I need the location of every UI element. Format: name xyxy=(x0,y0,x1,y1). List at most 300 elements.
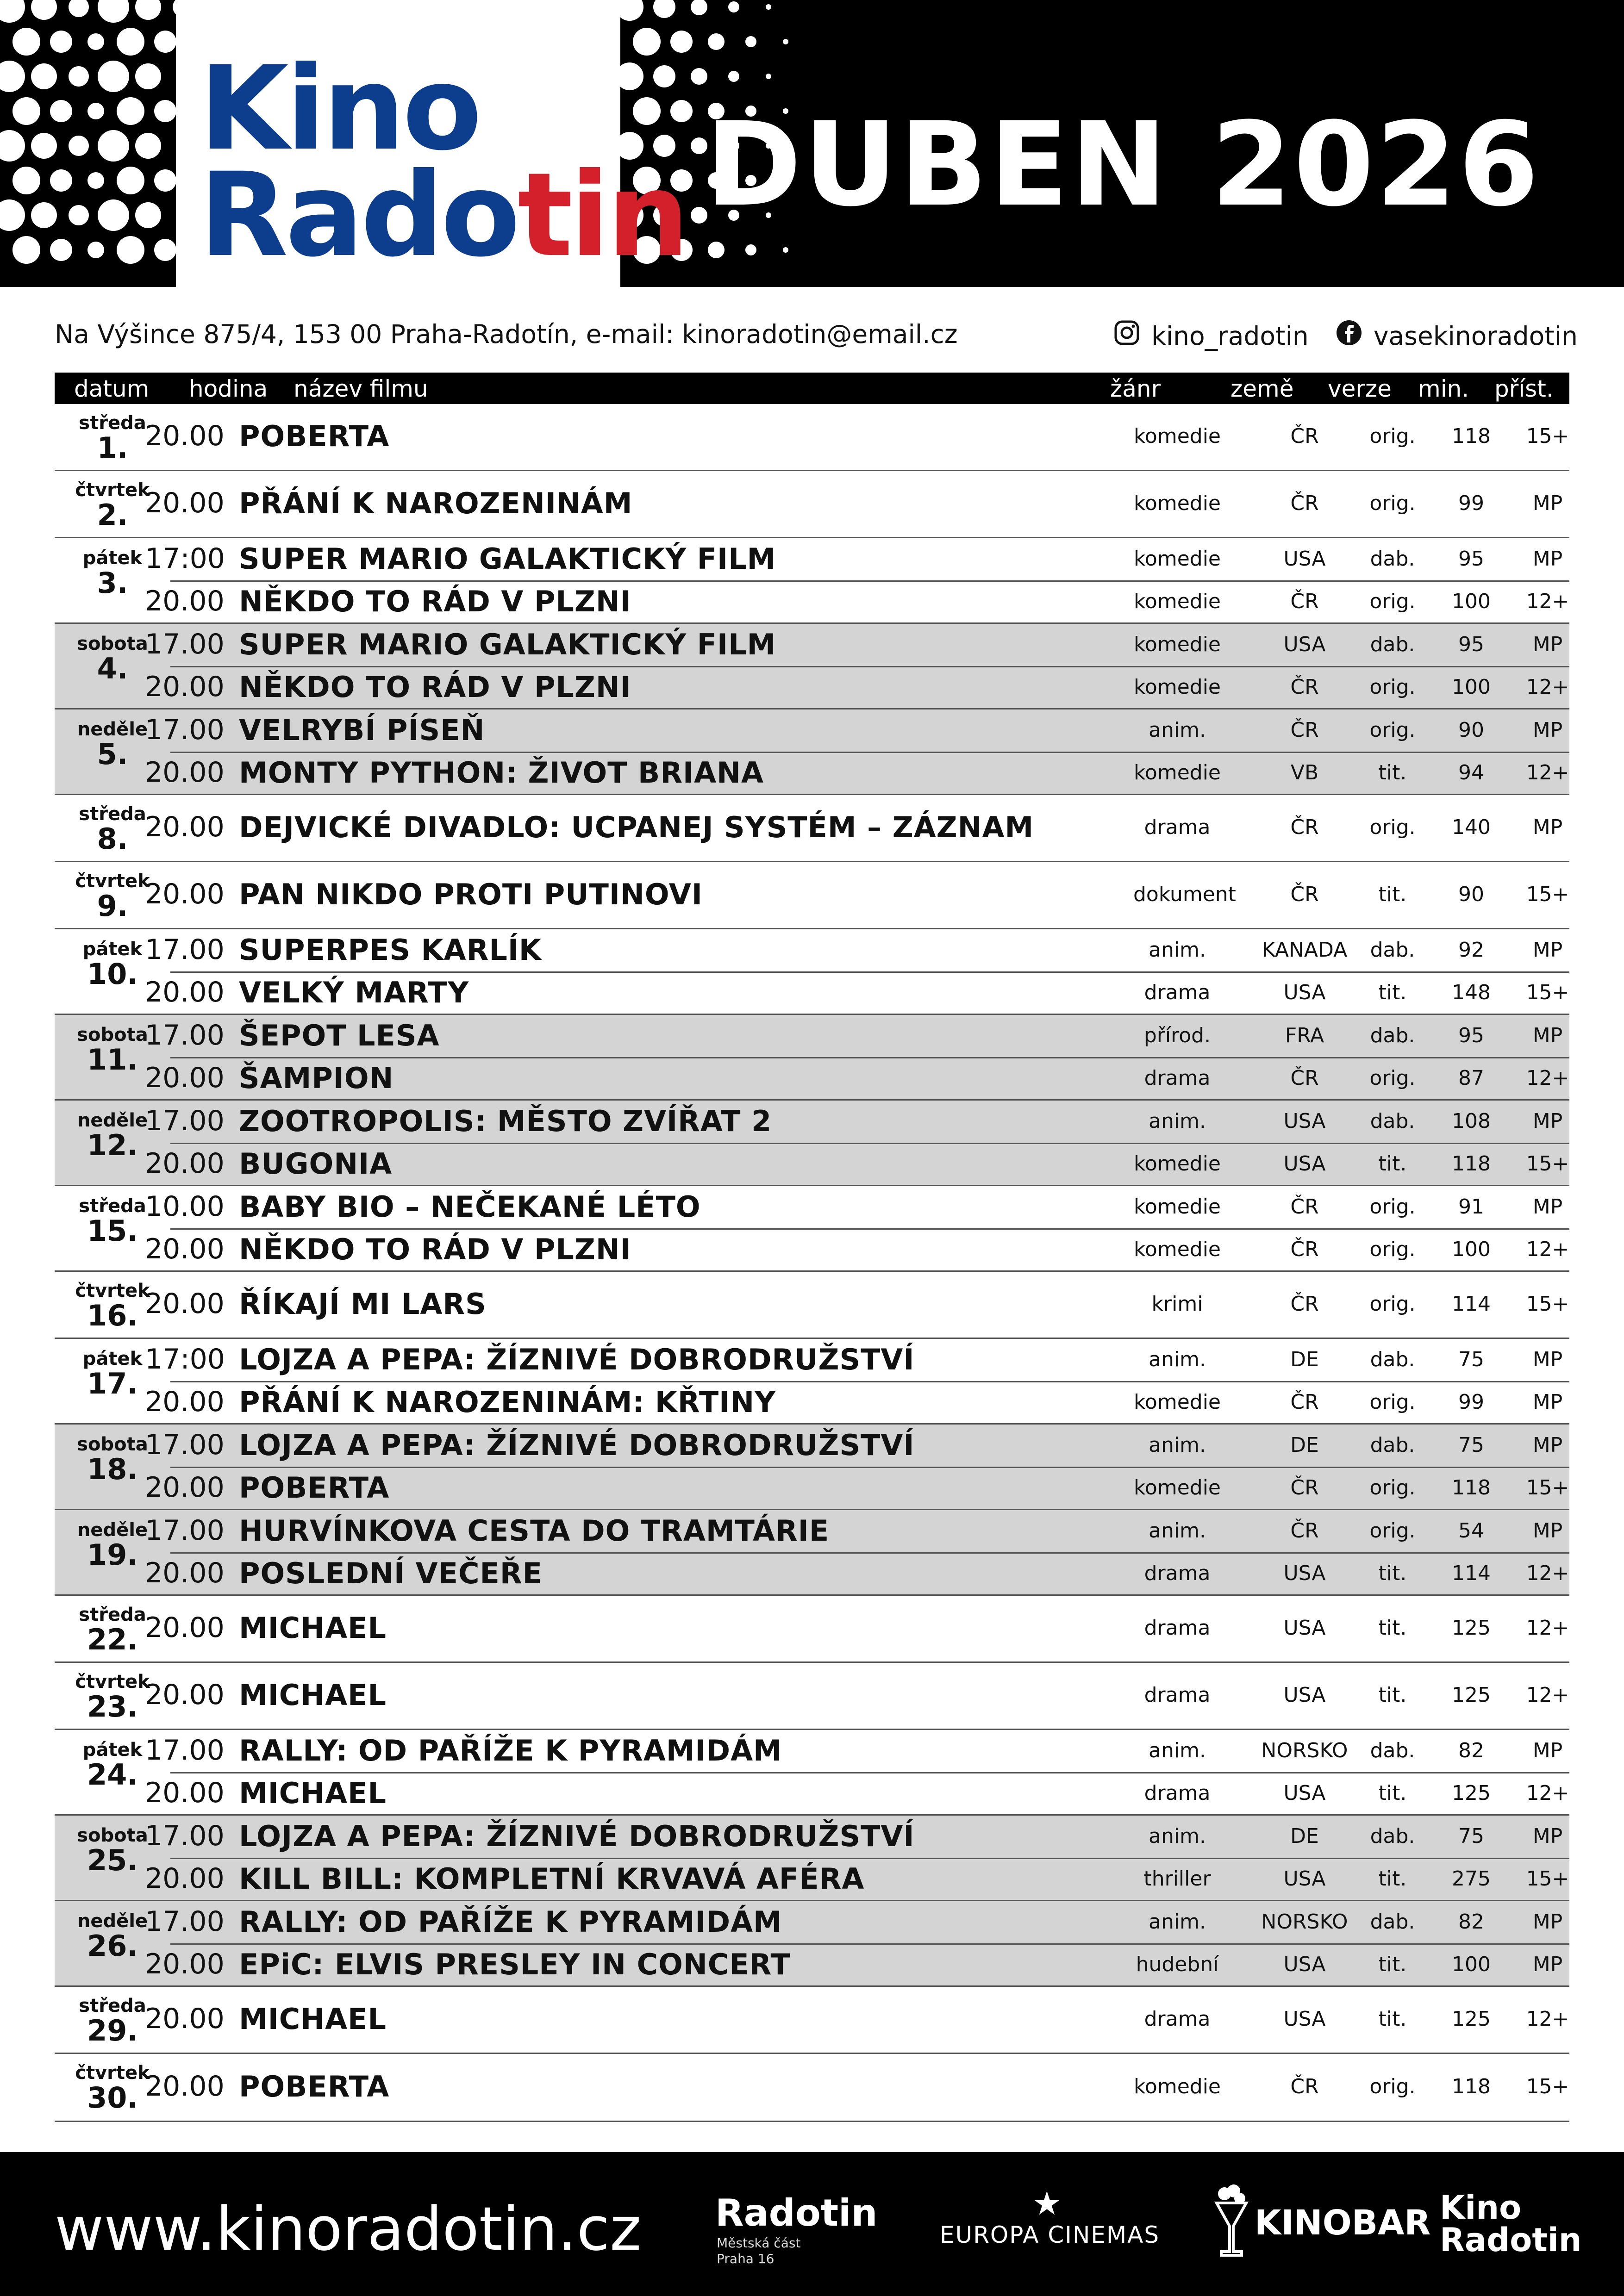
film-country: ČR xyxy=(1290,1518,1319,1543)
film-version: orig. xyxy=(1369,589,1416,613)
day-number: 2. xyxy=(97,498,128,532)
day-block xyxy=(55,1730,1569,1816)
film-version: orig. xyxy=(1369,2074,1416,2098)
pattern-dot xyxy=(31,202,57,228)
pattern-dot xyxy=(745,244,756,255)
day-number: 30. xyxy=(87,2081,138,2115)
pattern-dot xyxy=(783,247,788,253)
website-link[interactable]: www.kinoradotin.cz xyxy=(55,2194,642,2264)
film-age-rating: MP xyxy=(1532,491,1563,515)
film-title: SUPER MARIO GALAKTICKÝ FILM xyxy=(239,627,776,661)
day-number: 5. xyxy=(97,737,128,771)
screening-row xyxy=(145,752,1569,794)
pattern-dot xyxy=(69,66,89,87)
film-country: USA xyxy=(1283,980,1326,1004)
pattern-dot xyxy=(691,137,707,154)
film-title: MICHAEL xyxy=(239,1678,387,1712)
screening-time: 17.00 xyxy=(145,1819,225,1852)
film-title: DEJVICKÉ DIVADLO: UCPANEJ SYSTÉM – ZÁZNAM xyxy=(239,810,1034,844)
film-age-rating: MP xyxy=(1532,815,1563,839)
film-country: NORSKO xyxy=(1261,1910,1348,1934)
kino-radotin-logo xyxy=(199,41,687,282)
film-age-rating: MP xyxy=(1532,1433,1563,1457)
screening-row xyxy=(145,971,1569,1014)
film-genre: komedie xyxy=(1134,547,1221,571)
film-length: 140 xyxy=(1452,815,1491,839)
film-length: 118 xyxy=(1452,424,1491,448)
pattern-dot xyxy=(87,103,104,119)
film-length: 75 xyxy=(1458,1824,1484,1848)
film-age-rating: 15+ xyxy=(1526,2074,1569,2098)
pattern-dot xyxy=(0,61,25,92)
film-genre: komedie xyxy=(1134,632,1221,656)
film-version: orig. xyxy=(1369,1066,1416,1090)
film-title: POBERTA xyxy=(239,419,390,453)
col-zeme: země xyxy=(1230,375,1294,402)
footer-logo-line1: Kino xyxy=(1440,2189,1522,2227)
film-age-rating: MP xyxy=(1532,1347,1563,1371)
screening-row xyxy=(145,580,1569,622)
pattern-dot xyxy=(708,33,725,50)
logo-line-radotin xyxy=(199,148,687,282)
film-country: ČR xyxy=(1290,1195,1319,1219)
screening-row xyxy=(145,538,1569,580)
film-genre: anim. xyxy=(1149,1910,1206,1934)
film-version: tit. xyxy=(1378,1952,1407,1976)
film-title: PAN NIKDO PROTI PUTINOVI xyxy=(239,877,703,911)
screening-row xyxy=(145,624,1569,666)
screening-time: 20.00 xyxy=(145,1948,225,1980)
screening-row xyxy=(145,1186,1569,1228)
day-number: 1. xyxy=(97,431,128,465)
screening-time: 20.00 xyxy=(145,976,225,1008)
day-number: 23. xyxy=(87,1690,138,1724)
screening-time: 20.00 xyxy=(145,810,225,843)
film-genre: hudební xyxy=(1136,1952,1219,1976)
pattern-dot xyxy=(766,74,771,79)
screening-time: 20.00 xyxy=(145,756,225,789)
film-title: RALLY: OD PAŘÍŽE K PYRAMIDÁM xyxy=(239,1733,782,1767)
screening-row xyxy=(145,1772,1569,1814)
day-block xyxy=(55,1987,1569,2054)
day-block xyxy=(55,1425,1569,1510)
film-genre: anim. xyxy=(1149,1347,1206,1371)
pattern-dot xyxy=(653,0,675,18)
film-length: 90 xyxy=(1458,882,1484,906)
screening-time: 17:00 xyxy=(145,1343,225,1375)
screening-time: 10.00 xyxy=(145,1190,225,1223)
instagram-icon xyxy=(1113,319,1140,352)
screening-row xyxy=(145,2054,1569,2121)
film-length: 75 xyxy=(1458,1347,1484,1371)
pattern-dot xyxy=(98,199,129,231)
film-country: VB xyxy=(1290,760,1319,784)
film-version: dab. xyxy=(1370,1347,1415,1371)
pattern-dot xyxy=(12,167,40,194)
film-length: 118 xyxy=(1452,1475,1491,1500)
film-length: 90 xyxy=(1458,718,1484,742)
film-genre: anim. xyxy=(1149,1738,1206,1762)
pattern-dot xyxy=(12,97,40,125)
film-genre: komedie xyxy=(1134,1390,1221,1414)
film-title: MICHAEL xyxy=(239,2002,387,2036)
day-block xyxy=(55,624,1569,709)
film-title: LOJZA A PEPA: ŽÍZNIVÉ DOBRODRUŽSTVÍ xyxy=(239,1342,915,1376)
film-age-rating: 15+ xyxy=(1526,424,1569,448)
pattern-dot xyxy=(728,1,739,12)
film-genre: komedie xyxy=(1134,1475,1221,1500)
screening-row xyxy=(145,1143,1569,1185)
screening-time: 20.00 xyxy=(145,1678,225,1711)
screening-row xyxy=(145,1730,1569,1772)
day-weekday: sobota xyxy=(77,633,148,654)
day-block xyxy=(55,929,1569,1015)
pattern-dot xyxy=(691,207,707,224)
film-length: 95 xyxy=(1458,632,1484,656)
col-verze: verze xyxy=(1328,375,1392,402)
film-title: MICHAEL xyxy=(239,1776,387,1810)
pattern-dot xyxy=(135,202,161,228)
film-version: tit. xyxy=(1378,2007,1407,2031)
pattern-dot xyxy=(783,39,788,44)
pattern-dot xyxy=(154,100,176,122)
screening-time: 17.00 xyxy=(145,713,225,746)
film-length: 100 xyxy=(1452,675,1491,699)
logo-radotin-part-b: tin xyxy=(517,148,687,282)
film-title: NĚKDO TO RÁD V PLZNI xyxy=(239,670,631,704)
film-title: ŠAMPION xyxy=(239,1061,394,1095)
film-length: 95 xyxy=(1458,1023,1484,1047)
screening-time: 17:00 xyxy=(145,542,225,575)
col-hodina: hodina xyxy=(189,375,268,402)
facebook-link[interactable] xyxy=(1336,319,1578,352)
screening-time: 20.00 xyxy=(145,1287,225,1320)
pattern-dot xyxy=(0,130,25,162)
film-genre: komedie xyxy=(1134,2074,1221,2098)
film-length: 87 xyxy=(1458,1066,1484,1090)
day-block xyxy=(55,1901,1569,1987)
film-length: 95 xyxy=(1458,547,1484,571)
film-title: SUPER MARIO GALAKTICKÝ FILM xyxy=(239,541,776,576)
film-country: ČR xyxy=(1290,675,1319,699)
screening-row xyxy=(145,862,1569,928)
film-length: 275 xyxy=(1452,1867,1491,1891)
film-age-rating: MP xyxy=(1532,1910,1563,1934)
film-genre: anim. xyxy=(1149,1433,1206,1457)
pattern-dot xyxy=(728,71,739,82)
film-age-rating: 15+ xyxy=(1526,1292,1569,1316)
screening-row xyxy=(145,709,1569,752)
day-weekday: středa xyxy=(79,1195,146,1217)
film-length: 91 xyxy=(1458,1195,1484,1219)
month-title: DUBEN 2026 xyxy=(706,97,1541,232)
pattern-dot xyxy=(87,242,104,258)
film-age-rating: MP xyxy=(1532,632,1563,656)
film-age-rating: 15+ xyxy=(1526,882,1569,906)
film-age-rating: 12+ xyxy=(1526,675,1569,699)
day-block xyxy=(55,471,1569,538)
pattern-dot xyxy=(670,31,693,53)
film-version: orig. xyxy=(1369,424,1416,448)
day-number: 3. xyxy=(97,566,128,600)
film-title: PŘÁNÍ K NAROZENINÁM: KŘTINY xyxy=(239,1385,776,1419)
pattern-dot xyxy=(50,100,72,122)
screening-row xyxy=(145,1510,1569,1552)
day-weekday: sobota xyxy=(77,1434,148,1455)
film-title: ŠEPOT LESA xyxy=(239,1018,440,1052)
film-length: 118 xyxy=(1452,1151,1491,1176)
day-weekday: neděle xyxy=(77,1519,148,1541)
day-block xyxy=(55,1101,1569,1186)
pattern-dot xyxy=(154,239,176,261)
film-length: 114 xyxy=(1452,1292,1491,1316)
screening-time: 20.00 xyxy=(145,1556,225,1589)
day-weekday: sobota xyxy=(77,1024,148,1045)
day-number: 25. xyxy=(87,1843,138,1877)
film-age-rating: MP xyxy=(1532,1824,1563,1848)
film-length: 75 xyxy=(1458,1433,1484,1457)
col-datum: datum xyxy=(74,375,150,402)
header-banner xyxy=(0,0,1624,287)
film-country: KANADA xyxy=(1262,938,1348,962)
pattern-dot xyxy=(0,0,25,23)
day-number: 11. xyxy=(87,1043,138,1076)
screening-time: 20.00 xyxy=(145,1776,225,1809)
day-weekday: neděle xyxy=(77,1110,148,1131)
radotin-municipality-subtitle xyxy=(717,2235,800,2266)
film-country: USA xyxy=(1283,1867,1326,1891)
film-age-rating: 15+ xyxy=(1526,1867,1569,1891)
film-country: USA xyxy=(1283,1683,1326,1707)
radotin-sub-line1: Městská část xyxy=(717,2235,801,2251)
day-weekday: čtvrtek xyxy=(75,1671,150,1692)
screening-row xyxy=(145,1943,1569,1985)
film-age-rating: 12+ xyxy=(1526,1066,1569,1090)
film-country: ČR xyxy=(1290,2074,1319,2098)
day-block xyxy=(55,1339,1569,1425)
film-country: ČR xyxy=(1290,718,1319,742)
film-genre: anim. xyxy=(1149,718,1206,742)
film-version: orig. xyxy=(1369,675,1416,699)
day-number: 8. xyxy=(97,822,128,856)
film-age-rating: MP xyxy=(1532,1023,1563,1047)
day-block xyxy=(55,1510,1569,1596)
film-genre: anim. xyxy=(1149,1109,1206,1133)
screening-time: 20.00 xyxy=(145,1147,225,1180)
facebook-handle: vasekinoradotin xyxy=(1374,321,1578,351)
film-version: orig. xyxy=(1369,718,1416,742)
day-block xyxy=(55,862,1569,929)
pattern-dot xyxy=(154,31,176,53)
film-country: FRA xyxy=(1285,1023,1324,1047)
film-country: USA xyxy=(1283,1616,1326,1640)
day-weekday: pátek xyxy=(82,548,143,569)
screening-row xyxy=(145,1816,1569,1858)
film-age-rating: 15+ xyxy=(1526,980,1569,1004)
screening-row xyxy=(145,1901,1569,1943)
film-title: VELRYBÍ PÍSEŇ xyxy=(239,713,485,747)
table-body xyxy=(55,404,1569,2122)
pattern-dot xyxy=(708,242,725,258)
film-country: ČR xyxy=(1290,882,1319,906)
film-title: MICHAEL xyxy=(239,1611,387,1645)
film-version: tit. xyxy=(1378,1867,1407,1891)
col-prist: příst. xyxy=(1494,375,1554,402)
film-country: ČR xyxy=(1290,1475,1319,1500)
pattern-dot xyxy=(98,130,129,162)
screening-row xyxy=(145,1272,1569,1338)
pattern-dot xyxy=(117,97,144,125)
day-weekday: čtvrtek xyxy=(75,1280,150,1301)
europa-cinemas-logo: EUROPA CINEMAS xyxy=(940,2221,1160,2248)
film-age-rating: MP xyxy=(1532,1390,1563,1414)
film-version: tit. xyxy=(1378,1151,1407,1176)
day-block xyxy=(55,709,1569,795)
film-title: LOJZA A PEPA: ŽÍZNIVÉ DOBRODRUŽSTVÍ xyxy=(239,1428,915,1462)
film-version: orig. xyxy=(1369,1237,1416,1261)
pattern-dot xyxy=(691,0,707,15)
film-title: ŘÍKAJÍ MI LARS xyxy=(239,1287,487,1321)
film-age-rating: 12+ xyxy=(1526,1683,1569,1707)
day-number: 18. xyxy=(87,1452,138,1486)
screening-time: 20.00 xyxy=(145,2070,225,2103)
film-length: 94 xyxy=(1458,760,1484,784)
screening-time: 17.00 xyxy=(145,1104,225,1137)
film-length: 99 xyxy=(1458,1390,1484,1414)
radotin-sub-line2: Praha 16 xyxy=(717,2251,775,2266)
film-age-rating: 12+ xyxy=(1526,2007,1569,2031)
screening-row xyxy=(145,1552,1569,1594)
screening-time: 17.00 xyxy=(145,1514,225,1547)
film-version: dab. xyxy=(1370,1023,1415,1047)
film-length: 125 xyxy=(1452,1683,1491,1707)
film-country: USA xyxy=(1283,1781,1326,1805)
screening-row xyxy=(145,1339,1569,1381)
screening-row xyxy=(145,1425,1569,1467)
film-genre: komedie xyxy=(1134,1151,1221,1176)
film-title: LOJZA A PEPA: ŽÍZNIVÉ DOBRODRUŽSTVÍ xyxy=(239,1819,915,1853)
film-genre: thriller xyxy=(1143,1867,1211,1891)
film-country: NORSKO xyxy=(1261,1738,1348,1762)
day-block xyxy=(55,1272,1569,1339)
film-genre: komedie xyxy=(1134,589,1221,613)
day-block xyxy=(55,1015,1569,1101)
instagram-handle: kino_radotin xyxy=(1151,321,1309,351)
film-genre: komedie xyxy=(1134,675,1221,699)
film-genre: drama xyxy=(1144,815,1211,839)
screening-time: 20.00 xyxy=(145,585,225,617)
footer xyxy=(0,2152,1624,2296)
screening-time: 17.00 xyxy=(145,1428,225,1461)
day-block xyxy=(55,538,1569,624)
film-country: ČR xyxy=(1290,491,1319,515)
pattern-dot xyxy=(50,31,72,53)
film-country: USA xyxy=(1283,632,1326,656)
film-age-rating: MP xyxy=(1532,1195,1563,1219)
screening-row xyxy=(145,795,1569,861)
film-title: BABY BIO – NEČEKANÉ LÉTO xyxy=(239,1189,701,1224)
day-number: 26. xyxy=(87,1929,138,1963)
film-age-rating: MP xyxy=(1532,547,1563,571)
film-age-rating: 15+ xyxy=(1526,1475,1569,1500)
day-weekday: neděle xyxy=(77,719,148,740)
film-age-rating: 12+ xyxy=(1526,1616,1569,1640)
day-weekday: čtvrtek xyxy=(75,871,150,892)
day-weekday: pátek xyxy=(82,1348,143,1369)
film-genre: krimi xyxy=(1151,1292,1203,1316)
screening-row xyxy=(145,1101,1569,1143)
film-genre: drama xyxy=(1144,1066,1211,1090)
film-country: DE xyxy=(1290,1347,1319,1371)
screening-row xyxy=(145,1663,1569,1729)
screening-row xyxy=(145,1987,1569,2053)
film-country: ČR xyxy=(1290,424,1319,448)
film-length: 82 xyxy=(1458,1738,1484,1762)
film-country: DE xyxy=(1290,1824,1319,1848)
program-table xyxy=(55,373,1569,2122)
pattern-dot xyxy=(117,167,144,194)
radotin-municipality-logo: Radotin xyxy=(715,2191,878,2234)
film-version: tit. xyxy=(1378,760,1407,784)
film-version: orig. xyxy=(1369,1390,1416,1414)
film-version: dab. xyxy=(1370,1824,1415,1848)
film-length: 82 xyxy=(1458,1910,1484,1934)
day-number: 12. xyxy=(87,1128,138,1162)
day-weekday: pátek xyxy=(82,939,143,960)
film-title: VELKÝ MARTY xyxy=(239,975,469,1009)
film-genre: komedie xyxy=(1134,1195,1221,1219)
film-genre: dokument xyxy=(1133,882,1236,906)
screening-time: 20.00 xyxy=(145,1385,225,1418)
film-country: USA xyxy=(1283,1151,1326,1176)
film-age-rating: MP xyxy=(1532,1518,1563,1543)
day-weekday: středa xyxy=(79,412,146,434)
film-version: orig. xyxy=(1369,1518,1416,1543)
day-number: 10. xyxy=(87,957,138,991)
film-country: ČR xyxy=(1290,1292,1319,1316)
film-genre: drama xyxy=(1144,1683,1211,1707)
film-version: dab. xyxy=(1370,1910,1415,1934)
instagram-link[interactable] xyxy=(1113,319,1309,352)
film-country: USA xyxy=(1283,547,1326,571)
screening-row xyxy=(145,404,1569,470)
day-block xyxy=(55,1186,1569,1272)
film-length: 92 xyxy=(1458,938,1484,962)
film-genre: komedie xyxy=(1134,424,1221,448)
film-length: 125 xyxy=(1452,1616,1491,1640)
film-genre: anim. xyxy=(1149,938,1206,962)
day-block xyxy=(55,1816,1569,1901)
film-version: orig. xyxy=(1369,815,1416,839)
day-number: 17. xyxy=(87,1367,138,1400)
film-version: dab. xyxy=(1370,1433,1415,1457)
pattern-dot xyxy=(154,169,176,192)
day-block xyxy=(55,795,1569,862)
pattern-dot xyxy=(766,4,771,10)
screening-time: 17.00 xyxy=(145,1734,225,1767)
film-length: 100 xyxy=(1452,1237,1491,1261)
film-version: tit. xyxy=(1378,980,1407,1004)
pattern-dot xyxy=(87,172,104,189)
day-number: 19. xyxy=(87,1538,138,1572)
film-title: ZOOTROPOLIS: MĚSTO ZVÍŘAT 2 xyxy=(239,1104,772,1138)
film-genre: přírod. xyxy=(1143,1023,1211,1047)
logo-radotin-part-a: Rado xyxy=(199,148,518,282)
film-country: USA xyxy=(1283,1561,1326,1585)
day-weekday: čtvrtek xyxy=(75,479,150,501)
pattern-dot xyxy=(745,36,756,47)
film-genre: drama xyxy=(1144,2007,1211,2031)
